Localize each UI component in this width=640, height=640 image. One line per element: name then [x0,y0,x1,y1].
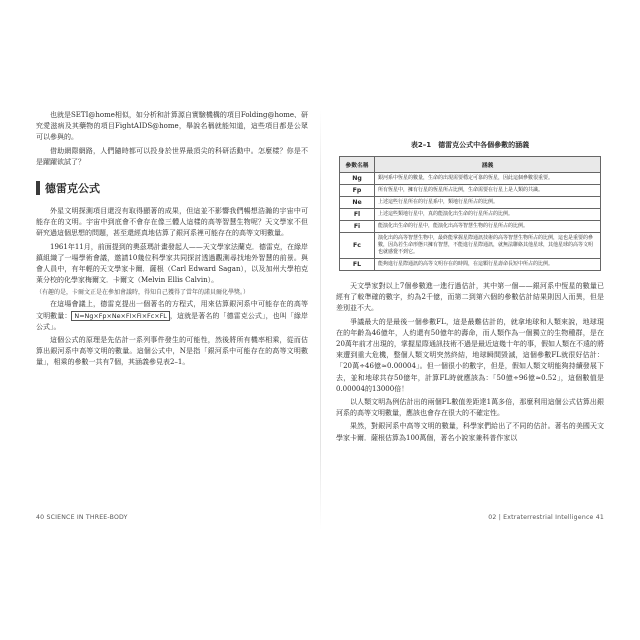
table-row [340,209,601,221]
table-caption: 表2–1 德雷克公式中各個參數的涵義 [410,141,530,149]
table-row [340,173,601,185]
note: （有趣的是，卡爾文正是在參加會議時，得知自己獲得了當年的諾貝爾化學獎。） [36,289,250,297]
formula-tail: ，這就是著名的「德雷克公式」，也叫「綠岸公式」。 [36,311,309,331]
formula-paragraph [36,299,308,333]
param-meaning: 能演化出生命的行星中，能演化出高等智慧生物的行星所占的比例。 [375,221,601,233]
paragraph: 爭議最大的是最後一個參數FL，這是最難估計的，就拿地球和人類來說，地球現在的年齡為46億年，人約還有50億年的壽命，而人類作為一個獨立的生物種群，是在20萬年前才出現的，掌握星際通訊技術不過是最近這幾十年的事，假如人類在不遠的將來遭到重大危機，整個人類文明突然終結，地球瞬間毀滅，這個參數FL就很好估計：「20萬÷46億≈0.00004」。但一個很小的數字，但是，假如人類文明能夠持續發展下去，並和地球共存50億年，計算FL時就應該為：「50億÷96億≈0.52」，這個數值是0.00004的13000倍！ [336,317,604,393]
section-heading [36,180,308,196]
gutter-divider [320,110,321,530]
param-meaning: 演化出的高等智慧生物中，最終能掌握星際通訊技術的高等智慧生物所占的比例，這也是重要的參數，因為若生命形態只擁有智慧，不能進行星際通訊，就無法聯絡其他星球，其他星球的高等文明也就感覺不到它。 [375,233,601,259]
heading-bar-icon [36,181,40,195]
param-symbol: FL [340,259,375,271]
right-page [336,110,604,530]
left-page [36,110,308,530]
param-meaning: 上述這些類地行星中，真的能演化出生命的行星所占的比例。 [375,209,601,221]
table-header-meaning: 涵義 [375,157,601,173]
table-header-row [340,157,601,173]
table-row [340,221,601,233]
paragraph: 天文學家對以上7個參數進一進行過估計，其中第一個——銀河系中恆星的數量已經有了較準確的數字，約為2千億，而第二到第六個的參數估計結果則因人而異，但是差別並不大。 [336,282,604,313]
table-row [340,259,601,271]
table-row [340,233,601,259]
formula-lead: 在這場會議上，德雷克提出一個著名的方程式，用來估算銀河系中可能存在的高等文明數量： [36,300,308,320]
param-symbol: Fc [340,233,375,259]
footer-right: 02 | Extraterrestrial Intelligence 41 [488,514,604,521]
param-symbol: Ne [340,197,375,209]
paragraph: 也就是SETI@home相似，如分析和計算源自實驗機構的項目Folding@home、研究愛滋病及其藥物的項目FightAIDS@home，舉說名稱就能知道，這些項目都是公眾可以參與的。 [36,111,308,142]
param-meaning: 能夠進行星際通訊的高等文明存在的時間，在這顆行星壽命長短中所占的比例。 [375,259,601,271]
table-row [340,185,601,197]
table-header-param: 參數名稱 [340,157,375,173]
paragraph: 這個公式的原理是先估計一系列事件發生的可能性，然後將所有機率相乘，從而估算出銀河系中高等文明的數量。這個公式中，N是指「銀河系中可能存在的高等文明數量」，相乘的參數一共有7個，其涵義參見表2–1。 [36,336,308,367]
param-meaning: 銀河系中恆星的數量，生命的出現需要穩定可靠的恆星，因此這個參數很重要。 [375,173,601,185]
paragraph: 果然，對銀河系中高等文明的數量，科學家們給出了不同的估計。著名的美國天文學家卡爾．薩根估算為100萬個，著名小說家兼科普作家以 [336,422,604,442]
param-symbol: Fl [340,209,375,221]
paragraph: 以人類文明為例估計出的兩個FL數值差距達1萬多倍，那麼利用這個公式估算出銀河系的高等文明數量，應該也會存在很大的不確定性。 [336,398,604,418]
paragraph: 外星文明探測項目還沒有取得顯著的成果，但這並不影響我們暢想浩瀚的宇宙中可能存在的文明。宇宙中到底會不會存在像三體人這樣的高等智慧生物呢？天文學家不但研究過這個思想的問題，甚至還經真地估算了銀河系裡可能存在的高等文明數量。 [36,207,308,238]
table-row [340,197,601,209]
paragraph: 1961年11月，前面提到的奧茲瑪計畫發起人——天文學家法蘭克．德雷克，在綠岸鎮組織了一場學術會議，邀請10幾位科學家共同探討透過觀測尋找地外智慧的前景。與會人員中，有年輕的天文學家卡爾．薩根（Carl Edward Sagan），以及加州大學柏克萊分校的化學家梅爾文．卡爾文（Melvin Ellis Calvin）。 [36,242,308,285]
param-symbol: Fp [340,185,375,197]
param-meaning: 上述這些行星所在的行星系中，類地行星所占的比例。 [375,197,601,209]
section-title: 德雷克公式 [45,182,100,196]
right-text [336,281,604,444]
param-meaning: 所有恆星中，擁有行星的恆星所占比例，生命需要在行星上是人類的共識。 [375,185,601,197]
paragraph: 借助網際網路，人們隨時都可以投身於世界最頂尖的科研活動中。怎麼樣？你是不是躍躍欲試了？ [36,146,308,166]
param-symbol: Fi [340,221,375,233]
parameter-table [339,156,601,271]
footer-left: 40 SCIENCE IN THREE-BODY [36,514,128,521]
drake-formula: N=Ng×Fp×Ne×Fl×Fi×Fc×FL [71,311,169,321]
book-spread [36,110,604,530]
param-symbol: Ng [340,173,375,185]
